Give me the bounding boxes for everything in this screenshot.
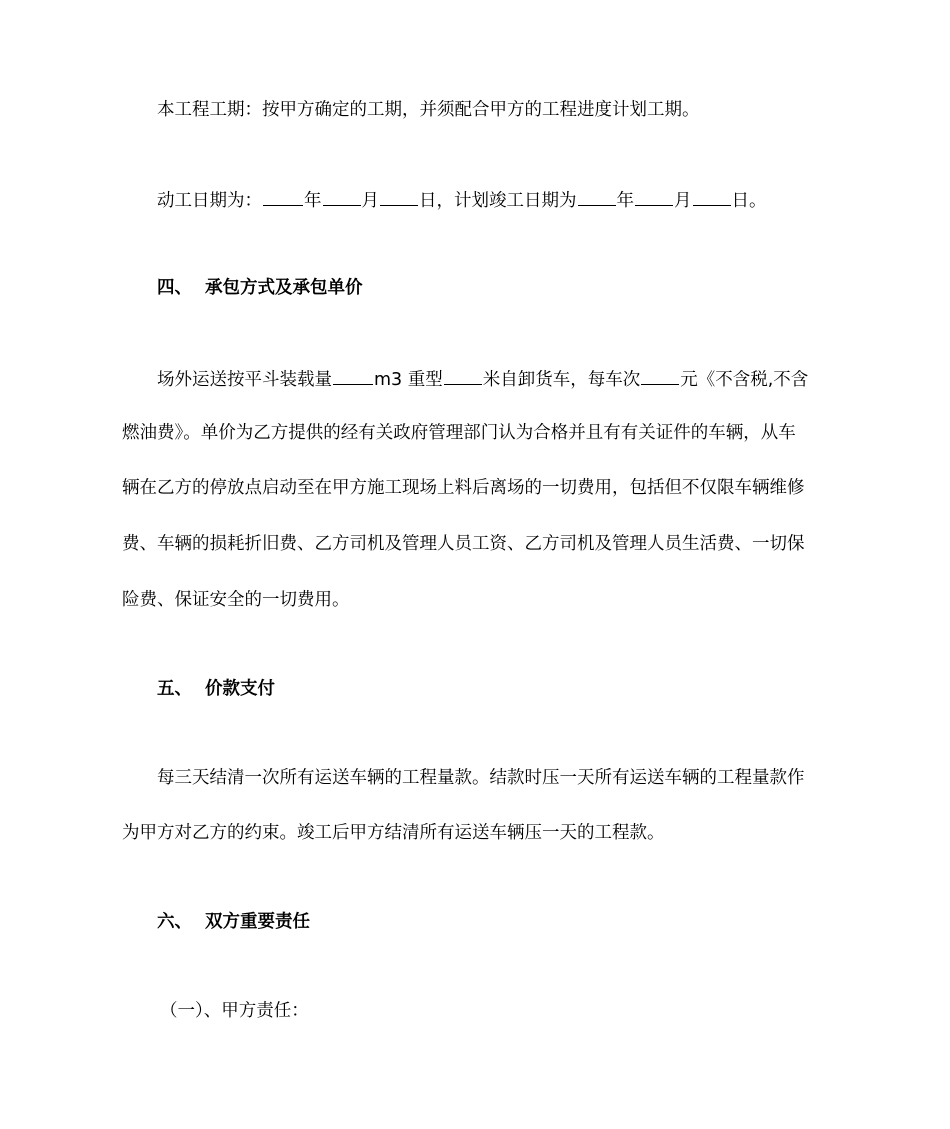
pricing-text-l5: 险费、保证安全的一切费用。 xyxy=(122,590,350,610)
blank-price xyxy=(641,366,679,385)
year-label-2: 年 xyxy=(616,191,634,211)
paragraph-pricing-line-2 xyxy=(0,421,950,445)
pricing-text-c: 米自卸货车，每车次 xyxy=(482,370,641,390)
blank-end-month xyxy=(635,187,673,206)
subsection-title: （一）、甲方责任： xyxy=(160,1001,309,1021)
section-number: 四、 xyxy=(157,278,192,298)
section-title: 承包方式及承包单价 xyxy=(205,278,363,298)
paragraph-duration xyxy=(0,98,950,122)
blank-end-day xyxy=(693,187,731,206)
section-number: 五、 xyxy=(157,679,192,699)
blank-start-month xyxy=(323,187,361,206)
paragraph-pricing-line-1 xyxy=(0,366,950,392)
subsection-party-a xyxy=(0,999,950,1023)
pricing-text-l3: 辆在乙方的停放点启动至在甲方施工现场上料后离场的一切费用，包括但不仅限车辆维修 xyxy=(122,478,805,498)
section-title: 价款支付 xyxy=(205,679,275,699)
blank-length xyxy=(444,366,482,385)
completion-date-label: 日，计划竣工日期为 xyxy=(419,191,577,211)
payment-text-l2: 为甲方对乙方的约束。竣工后甲方结清所有运送车辆压一天的工程款。 xyxy=(122,823,665,843)
month-label-2: 月 xyxy=(674,191,692,211)
section-title: 双方重要责任 xyxy=(205,912,310,932)
paragraph-pricing-line-4 xyxy=(0,532,950,556)
section-heading-6 xyxy=(0,910,950,934)
payment-text-l1: 每三天结清一次所有运送车辆的工程量款。结款时压一天所有运送车辆的工程量款作 xyxy=(157,768,805,788)
paragraph-payment-line-2 xyxy=(0,821,950,845)
section-number: 六、 xyxy=(157,912,192,932)
blank-end-year xyxy=(578,187,616,206)
pricing-text-a: 场外运送按平斗装载量 xyxy=(157,370,332,390)
duration-text: 本工程工期：按甲方确定的工期，并须配合甲方的工程进度计划工期。 xyxy=(157,100,700,120)
year-label: 年 xyxy=(304,191,322,211)
blank-volume xyxy=(333,366,373,385)
paragraph-dates xyxy=(0,187,950,213)
pricing-text-d: 元《不含税,不含 xyxy=(680,370,809,390)
blank-start-day xyxy=(380,187,418,206)
section-heading-4 xyxy=(0,276,950,300)
start-date-label: 动工日期为： xyxy=(157,191,262,211)
blank-start-year xyxy=(263,187,303,206)
month-label: 月 xyxy=(361,191,379,211)
paragraph-pricing-line-5 xyxy=(0,588,950,612)
pricing-text-l2: 燃油费》。单价为乙方提供的经有关政府管理部门认为合格并且有有关证件的车辆，从车 xyxy=(122,423,796,443)
paragraph-pricing-line-3 xyxy=(0,476,950,500)
section-heading-5 xyxy=(0,677,950,701)
paragraph-payment-line-1 xyxy=(0,766,950,790)
pricing-text-l4: 费、车辆的损耗折旧费、乙方司机及管理人员工资、乙方司机及管理人员生活费、一切保 xyxy=(122,534,805,554)
day-label-2: 日。 xyxy=(731,191,767,211)
pricing-text-b: m3 重型 xyxy=(374,370,443,390)
